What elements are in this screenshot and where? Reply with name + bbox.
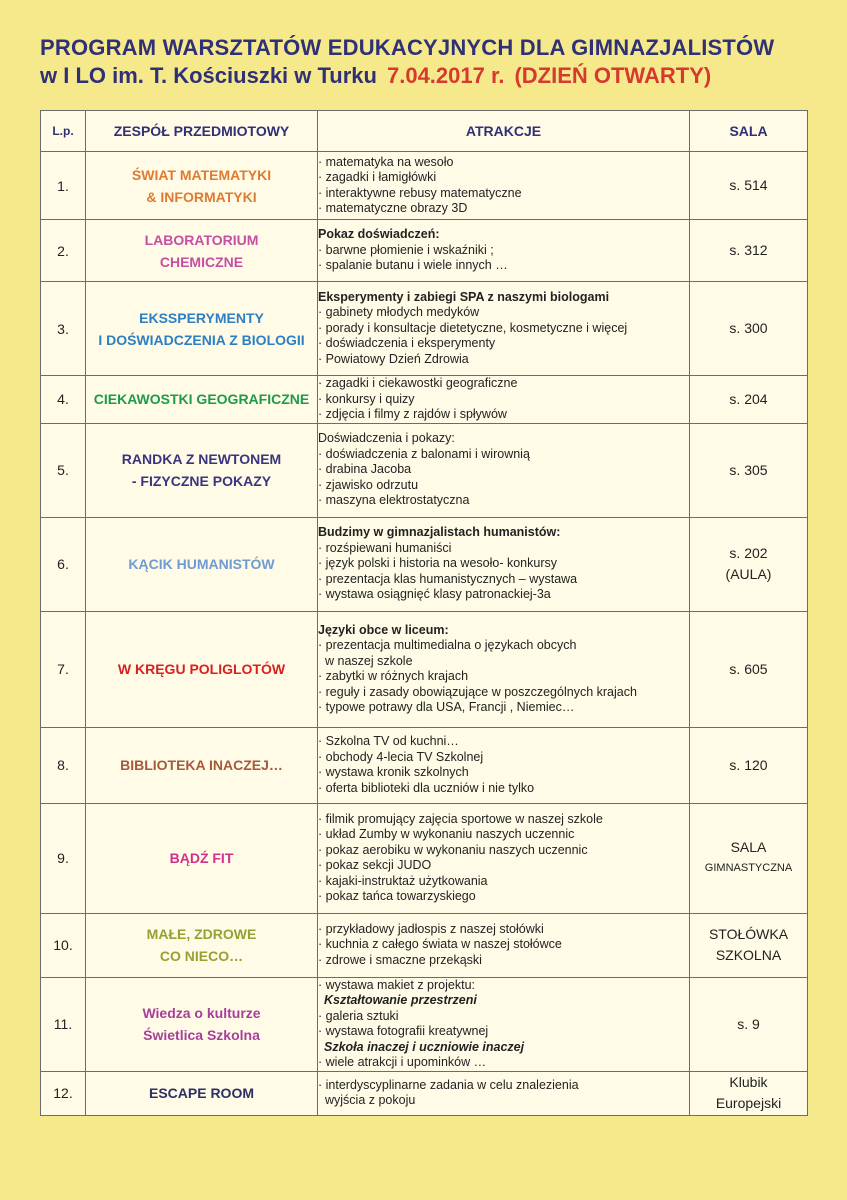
subject-team-line: CO NIECO… [159,948,244,964]
table-row [41,423,808,517]
event-date: 7.04.2017 r. [386,63,505,88]
page-title: PROGRAM WARSZTATÓW EDUKACYJNYCH DLA GIMNAZJALISTÓW [40,35,775,60]
subject-team-line: Świetlica Szkolna [143,1027,260,1043]
room-label: Klubik [729,1074,768,1090]
attractions-heading: Doświadczenia i pokazy: [318,431,455,446]
subject-team [86,423,318,517]
subject-team [86,803,318,913]
attraction-item: Kształtowanie przestrzeni [324,993,477,1007]
attraction-item: · obchody 4-lecia TV Szkolnej [318,749,484,764]
subject-team-line: CHEMICZNE [159,253,244,270]
attraction-item: · zdjęcia i filmy z rajdów i spływów [318,407,507,421]
header-lp: L.p. [41,111,86,152]
subject-team-line: - FIZYCZNE POKAZY [131,473,272,489]
attractions-cell [318,913,690,977]
subject-team-line: & INFORMATYKI [146,188,257,205]
attraction-item: · galeria sztuki [318,1008,399,1023]
attraction-item: w naszej szkole [325,653,413,668]
room-label: Europejski [715,1095,782,1111]
room-label: s. 312 [729,242,768,258]
table-row [41,220,808,282]
room-cell [690,913,808,977]
attraction-item: · interaktywne rebusy matematyczne [318,185,522,200]
subject-team-line: BĄDŹ FIT [169,850,234,866]
attraction-item: · doświadczenia i eksperymenty [318,336,496,351]
subject-team-line: EKSSPERYMENTY [139,309,264,326]
header-room: SALA [690,111,808,152]
attraction-item: · zjawisko odrzutu [318,477,419,492]
attractions-cell [318,611,690,727]
program-table [40,110,808,1116]
attraction-item: · Powiatowy Dzień Zdrowia [318,351,469,366]
table-row [41,152,808,220]
attraction-item: · wystawa osiągnięć klasy patronackiej-3a [318,587,551,602]
attraction-item: · gabinety młodych medyków [318,305,480,320]
attraction-item: · reguły i zasady obowiązujące w poszczególnych krajach [318,684,637,699]
attraction-item: · drabina Jacoba [318,462,412,477]
attractions-heading: Pokaz doświadczeń: [318,227,440,242]
attractions-cell [318,1071,690,1115]
attraction-item: · interdyscyplinarne zadania w celu znalezienia [318,1077,579,1092]
school-name: w I LO im. T. Kościuszki w Turku [40,63,377,88]
table-body [41,152,808,1116]
table-row [41,977,808,1071]
subject-team-line: I DOŚWIADCZENIA Z BIOLOGII [98,331,305,348]
subject-team-line: MAŁE, ZDROWE [146,926,257,942]
row-number: 1. [41,152,86,220]
room-label: s. 9 [737,1015,760,1032]
attraction-item: · barwne płomienie i wskaźniki ; [318,242,494,257]
page-header [40,34,820,90]
table-row [41,727,808,803]
room-label: s. 305 [729,461,768,478]
subject-team-line: BIBLIOTEKA INACZEJ… [120,757,283,773]
subject-team-line: RANDKA Z NEWTONEM [121,451,282,467]
subject-team-line: ŚWIAT MATEMATYKI [131,166,272,183]
attractions-cell [318,282,690,376]
attraction-item: · zagadki i ciekawostki geograficzne [318,376,518,390]
room-cell [690,611,808,727]
attraction-item: · matematyczne obrazy 3D [318,201,468,215]
subject-team-line: KĄCIK HUMANISTÓW [128,556,275,572]
row-number: 12. [41,1071,86,1115]
table-row [41,376,808,424]
row-number: 6. [41,517,86,611]
attraction-item: · doświadczenia z balonami i wirownią [318,446,530,461]
row-number: 7. [41,611,86,727]
attraction-item: · porady i konsultacje dietetyczne, kosmetyczne i więcej [318,320,628,335]
attraction-item: · wiele atrakcji i upominków … [318,1055,487,1069]
attraction-item: · język polski i historia na wesoło- konkursy [318,556,557,571]
attraction-item: · pokaz tańca towarzyskiego [318,889,476,903]
subject-team [86,517,318,611]
row-number: 11. [41,977,86,1071]
attraction-item: · zagadki i łamigłówki [318,170,437,184]
row-number: 2. [41,220,86,282]
attraction-item: · filmik promujący zajęcia sportowe w naszej szkole [318,811,603,826]
room-cell [690,517,808,611]
attraction-item: · wystawa fotografii kreatywnej [318,1024,489,1038]
row-number: 10. [41,913,86,977]
subject-team [86,1071,318,1115]
table-row [41,803,808,913]
room-cell [690,1071,808,1115]
table-row [41,282,808,376]
room-label: s. 204 [729,390,768,407]
table-row [41,1071,808,1115]
attraction-item: · spalanie butanu i wiele innych … [318,258,508,273]
attraction-item: · maszyna elektrostatyczna [318,493,470,508]
subject-team [86,977,318,1071]
subject-team-line: W KRĘGU POLIGLOTÓW [117,661,286,677]
attractions-cell [318,803,690,913]
page-subtitle [40,62,820,90]
room-label: s. 202 [729,545,768,561]
header-team: ZESPÓŁ PRZEDMIOTOWY [86,111,318,152]
attraction-item: · prezentacja multimedialna o językach obcych [318,638,577,652]
subject-team-line: ESCAPE ROOM [148,1085,254,1101]
room-label: (AULA) [725,566,772,582]
attractions-cell [318,423,690,517]
table-header-row [41,111,808,152]
subject-team-line: CIEKAWOSTKI GEOGRAFICZNE [93,391,310,408]
table-row [41,517,808,611]
attraction-item: · matematyka na wesoło [318,154,454,169]
attractions-heading: Budzimy w gimnazjalistach humanistów: [318,525,561,540]
row-number: 9. [41,803,86,913]
header-attractions: ATRAKCJE [318,111,690,152]
attractions-cell [318,220,690,282]
row-number: 8. [41,727,86,803]
attraction-item: · typowe potrawy dla USA, Francji , Niemiec… [318,700,575,714]
attraction-item: · pokaz sekcji JUDO [318,858,432,872]
table-row [41,611,808,727]
attraction-item: · kajaki-instruktaż użytkowania [318,873,488,888]
attraction-item: Szkoła inaczej i uczniowie inaczej [324,1039,525,1054]
subject-team [86,913,318,977]
attraction-item: · oferta biblioteki dla uczniów i nie tylko [318,780,535,795]
subject-team-line: Wiedza o kulturze [142,1005,261,1021]
room-cell [690,727,808,803]
attractions-cell [318,517,690,611]
table-row [41,913,808,977]
attraction-item: · zdrowe i smaczne przekąski [318,952,482,967]
open-day-label: (DZIEŃ OTWARTY) [514,63,712,88]
attraction-item: · kuchnia z całego świata w naszej stołówce [318,937,562,952]
attraction-item: · wystawa makiet z projektu: [318,977,475,992]
row-number: 4. [41,376,86,424]
attraction-item: · prezentacja klas humanistycznych – wystawa [318,571,578,586]
attractions-heading: Eksperymenty i zabiegi SPA z naszymi biologami [318,289,610,304]
attractions-heading: Języki obce w liceum: [318,622,449,637]
room-label: SALA [730,839,767,855]
subject-team [86,152,318,220]
subject-team [86,611,318,727]
attraction-item: · wystawa kronik szkolnych [318,765,469,779]
room-label: s. 300 [729,320,768,336]
room-label: STOŁÓWKA [708,926,789,942]
attraction-item: · Szkolna TV od kuchni… [318,734,459,748]
subject-team [86,376,318,424]
room-cell [690,282,808,376]
attraction-item: · zabytki w różnych krajach [318,669,469,683]
subject-team [86,727,318,803]
attractions-cell [318,152,690,220]
room-cell [690,977,808,1071]
row-number: 5. [41,423,86,517]
room-cell [690,220,808,282]
room-label: GIMNASTYCZNA [704,862,793,874]
subject-team [86,220,318,282]
attractions-cell [318,376,690,424]
room-cell [690,152,808,220]
attraction-item: · pokaz aerobiku w wykonaniu naszych uczennic [318,842,588,857]
room-cell [690,423,808,517]
attraction-item: wyjścia z pokoju [325,1093,416,1107]
subject-team-line: LABORATORIUM [144,231,259,248]
room-label: s. 605 [729,660,768,677]
room-label: SZKOLNA [715,947,782,963]
attraction-item: · przykładowy jadłospis z naszej stołówki [318,921,544,936]
attraction-item: · konkursy i quizy [318,391,415,406]
attractions-cell [318,977,690,1071]
attraction-item: · rozśpiewani humaniści [318,540,452,555]
room-cell [690,803,808,913]
subject-team [86,282,318,376]
attraction-item: · układ Zumby w wykonaniu naszych uczennic [318,827,575,841]
room-label: s. 514 [729,177,768,193]
room-cell [690,376,808,424]
attractions-cell [318,727,690,803]
row-number: 3. [41,282,86,376]
room-label: s. 120 [729,756,768,773]
